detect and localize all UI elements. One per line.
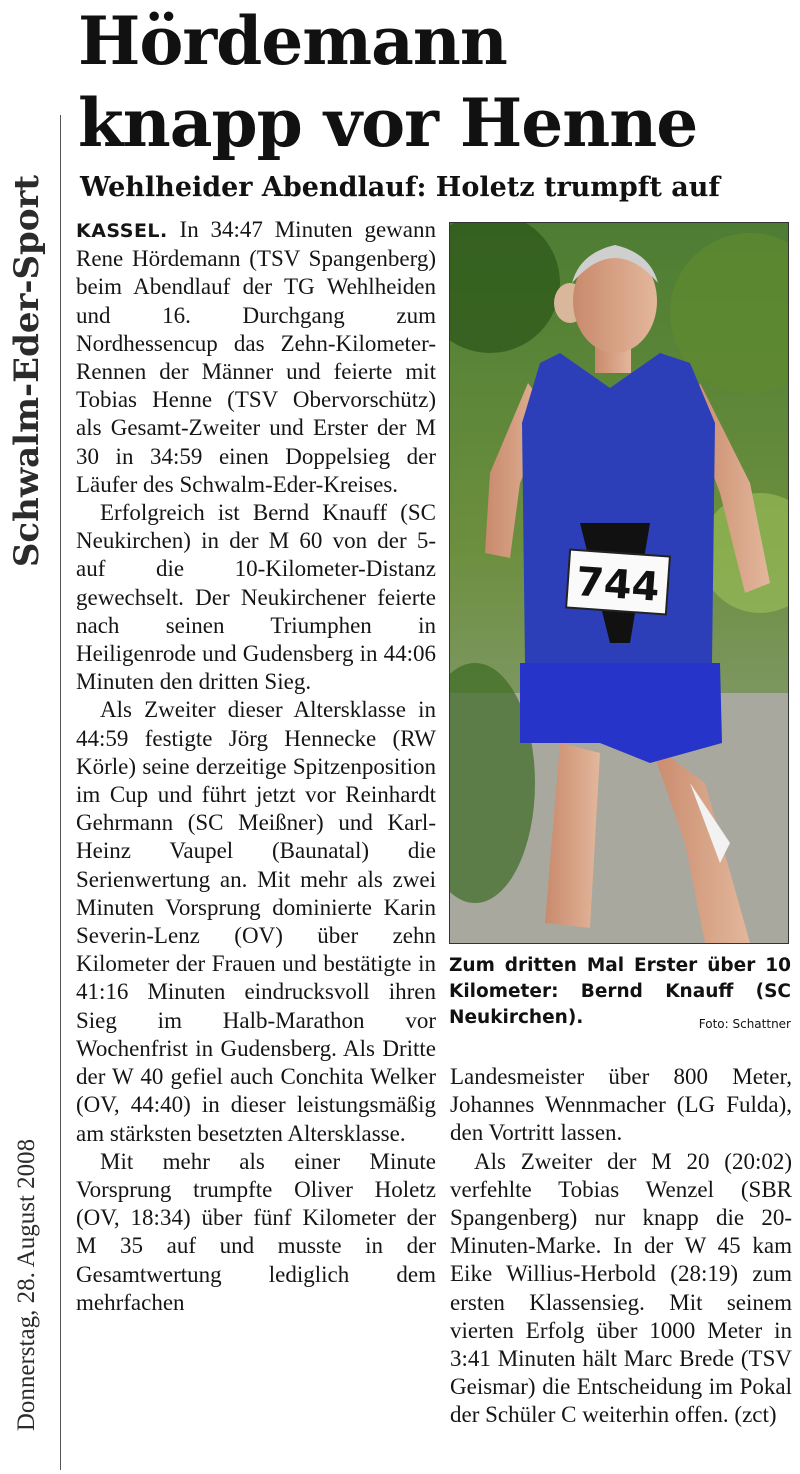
article-paragraph: Als Zweiter dieser Altersklasse in 44:59 festigte Jörg Hennecke (RW Körle) seine derzeitige Spitzenposition im Cup und führt jetzt vor Reinhardt Gehrmann (SC Meißner) und Karl-Heinz Vaupel (Baunatal) die Serienwertung an. Mit mehr als zwei Minuten Vorsprung dominierte Karin Severin-Lenz (OV) über zehn Kilometer der Frauen und bestätigte in 41:16 Minuten eindrucksvoll ihren Sieg im Halb-Marathon vor Wochenfrist in Gudensberg. Als Dritte der W 40 gefiel auch Conchita Welker (OV, 44:40) in dieser leistungsmäßig am stärksten besetzten Altersklasse. (76, 697, 436, 1146)
headline-line-1: Hördemann (78, 2, 507, 80)
runner-photo-image (450, 223, 788, 943)
caption-text: Zum dritten Mal Erster über 10 Kilometer: Bernd Knauff (SC Neukirchen). (449, 955, 791, 1028)
dateline: KASSEL. (76, 220, 168, 242)
paragraph-text: In 34:47 Minuten gewann Rene Hördemann (TSV Spangenberg) beim Abendlauf der TG Wehlheiden und 16. Durchgang zum Nordhessencup das Zehn-Kilometer-Rennen der Männer und feierte mit Tobias Henne (TSV Obervorschütz) als Gesamt-Zweiter und Erster der M 30 in 34:59 einen Doppelsieg der Läufer des Schwalm-Eder-Kreises. (76, 217, 436, 497)
photo-credit: Foto: Schattner (698, 1017, 791, 1031)
article-paragraph: Mit mehr als einer Minute Vorsprung trumpfte Oliver Holetz (OV, 18:34) über fünf Kilometer der M 35 auf und musste in der Gesamtwertung lediglich dem mehrfachen (76, 1148, 436, 1315)
headline-line-2: knapp vor Henne (78, 84, 698, 162)
article-paragraph (76, 216, 436, 499)
section-label-text: Schwalm-Eder-Sport (7, 174, 47, 568)
date-label (6, 1100, 48, 1470)
article-column-right (450, 1063, 792, 1430)
photo-caption (449, 953, 791, 1037)
bib-number: 744 (574, 559, 662, 611)
headline (78, 0, 798, 164)
subheadline: Wehlheider Abendlauf: Holetz trumpft auf (80, 172, 720, 203)
article-paragraph: Als Zweiter der M 20 (20:02) verfehlte Tobias Wenzel (SBR Spangenberg) nur knapp die 20-Minuten-Marke. In der W 45 kam Eike Willius-Herbold (28:19) zum ersten Klassensieg. Mit seinem vierten Erfolg über 1000 Meter in 3:41 Minuten hält Marc Brede (TSV Geismar) die Entscheidung im Pokal der Schüler C weiterhin offen. (zct) (450, 1148, 792, 1428)
column-rule (60, 115, 61, 1470)
section-label (4, 126, 50, 616)
date-label-text: Donnerstag, 28. August 2008 (13, 1138, 41, 1432)
article-paragraph: Erfolgreich ist Bernd Knauff (SC Neukirchen) in der M 60 von der 5- auf die 10-Kilometer-Distanz gewechselt. Der Neukirchener feierte nach seinen Triumphen in Heiligenrode und Gudensberg in 44:06 Minuten den dritten Sieg. (76, 500, 436, 695)
runner-photo (449, 222, 789, 944)
article-paragraph: Landesmeister über 800 Meter, Johannes Wennmacher (LG Fulda), den Vortritt lassen. (450, 1064, 792, 1146)
article-column-left (76, 216, 436, 1317)
